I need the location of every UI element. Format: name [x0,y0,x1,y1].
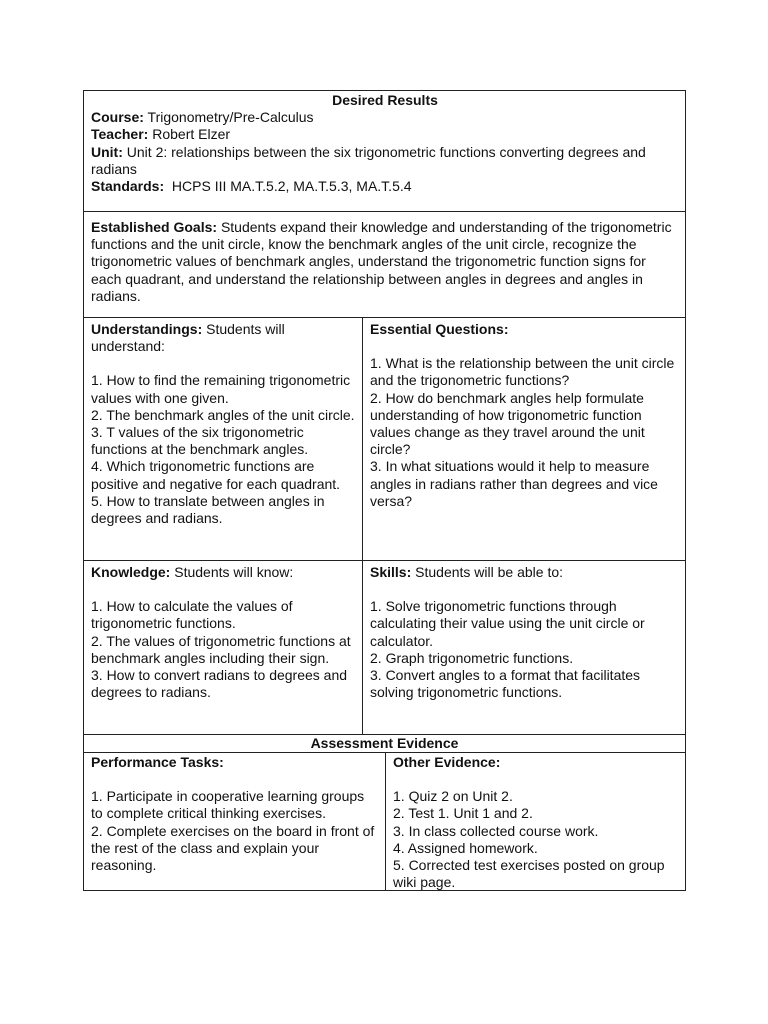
essential-questions-label: Essential Questions: [370,321,509,337]
desired-results-section [83,90,686,212]
assessment-row [83,753,686,891]
knowledge-skills-row [83,561,686,735]
understandings-intro: Students will understand: [91,321,285,355]
list-item: 1. Participate in cooperative learning groups to complete critical thinking exercises. [91,788,365,822]
other-evidence-cell [385,753,685,890]
other-evidence-list [393,788,679,891]
knowledge-list [91,598,356,701]
teacher-line [91,126,679,143]
skills-list [370,598,679,701]
course-value: Trigonometry/Pre-Calculus [147,109,314,126]
established-goals-label: Established Goals: [91,219,218,235]
teacher-value: Robert Elzer [152,126,231,143]
course-label: Course: [91,109,144,126]
performance-tasks-label: Performance Tasks: [91,754,224,770]
performance-tasks-list [91,788,379,874]
understandings-cell [84,318,362,560]
list-item: 2. How do benchmark angles help formulate understanding of how trigonometric function values change as they travel around the unit circle? [370,389,645,458]
list-item: 3. T values of the six trigonometric functions at the benchmark angles. [91,424,309,458]
list-item: 2. Graph trigonometric functions. [370,649,574,666]
understandings-questions-row [83,318,686,561]
list-item: 2. The values of trigonometric functions at benchmark angles including their sign. [91,632,351,666]
knowledge-cell [84,561,362,734]
list-item: 3. In what situations would it help to measure angles in radians rather than degrees and vice versa? [370,458,658,509]
unit-value: Unit 2: relationships between the six trigonometric functions converting degrees and radians [91,143,646,177]
understandings-label: Understandings: [91,321,203,337]
standards-label: Standards: [91,178,165,195]
established-goals-section [83,212,686,318]
skills-intro: Students will be able to: [415,564,564,580]
list-item: 5. Corrected test exercises posted on group wiki page. [393,857,665,891]
list-item: 1. How to find the remaining trigonometric values with one given. [91,372,351,406]
list-item: 3. In class collected course work. [393,822,599,839]
course-line [91,109,679,126]
teacher-label: Teacher: [91,126,149,143]
list-item: 1. Solve trigonometric functions through calculating their value using the unit circle or calculator. [370,598,645,649]
established-goals-text: Students expand their knowledge and understanding of the trigonometric functions and the unit circle, know the benchmark angles of the unit circle, recognize the trigonometric values of benchmark angles, understand the trigonometric function signs for each quadrant, and understand the relationship between angles in degrees and angles in radians. [91,219,672,304]
essential-questions-cell [362,318,685,560]
standards-value: HCPS III MA.T.5.2, MA.T.5.3, MA.T.5.4 [171,178,412,195]
desired-results-heading: Desired Results [332,92,438,108]
list-item: 5. How to translate between angles in degrees and radians. [91,492,325,527]
list-item: 1. Quiz 2 on Unit 2. [393,788,513,805]
essential-questions-list [370,355,679,510]
list-item: 2. Complete exercises on the board in front of the rest of the class and explain your reasoning. [91,822,375,874]
skills-intro-line [370,564,679,581]
list-item: 3. Convert angles to a format that facilitates solving trigonometric functions. [370,667,641,701]
unit-label: Unit: [91,143,123,160]
list-item: 3. How to convert radians to degrees and degrees to radians. [91,667,348,701]
list-item: 4. Which trigonometric functions are positive and negative for each quadrant. [91,458,341,492]
other-evidence-label: Other Evidence: [393,754,501,770]
knowledge-intro: Students will know: [174,564,294,580]
list-item: 4. Assigned homework. [393,839,538,856]
performance-tasks-cell [84,753,385,890]
list-item: 1. What is the relationship between the unit circle and the trigonometric functions? [370,355,675,389]
standards-line [91,178,679,195]
understandings-intro-line [91,321,356,355]
knowledge-label: Knowledge: [91,564,171,580]
list-item: 2. The benchmark angles of the unit circle. [91,406,355,423]
skills-cell [362,561,685,734]
list-item: 2. Test 1. Unit 1 and 2. [393,805,533,822]
unit-line [91,144,679,178]
skills-label: Skills: [370,564,412,580]
understandings-list [91,372,356,527]
assessment-evidence-heading: Assessment Evidence [83,735,686,753]
lesson-plan-table [83,90,686,891]
list-item: 1. How to calculate the values of trigonometric functions. [91,598,293,632]
knowledge-intro-line [91,564,356,581]
